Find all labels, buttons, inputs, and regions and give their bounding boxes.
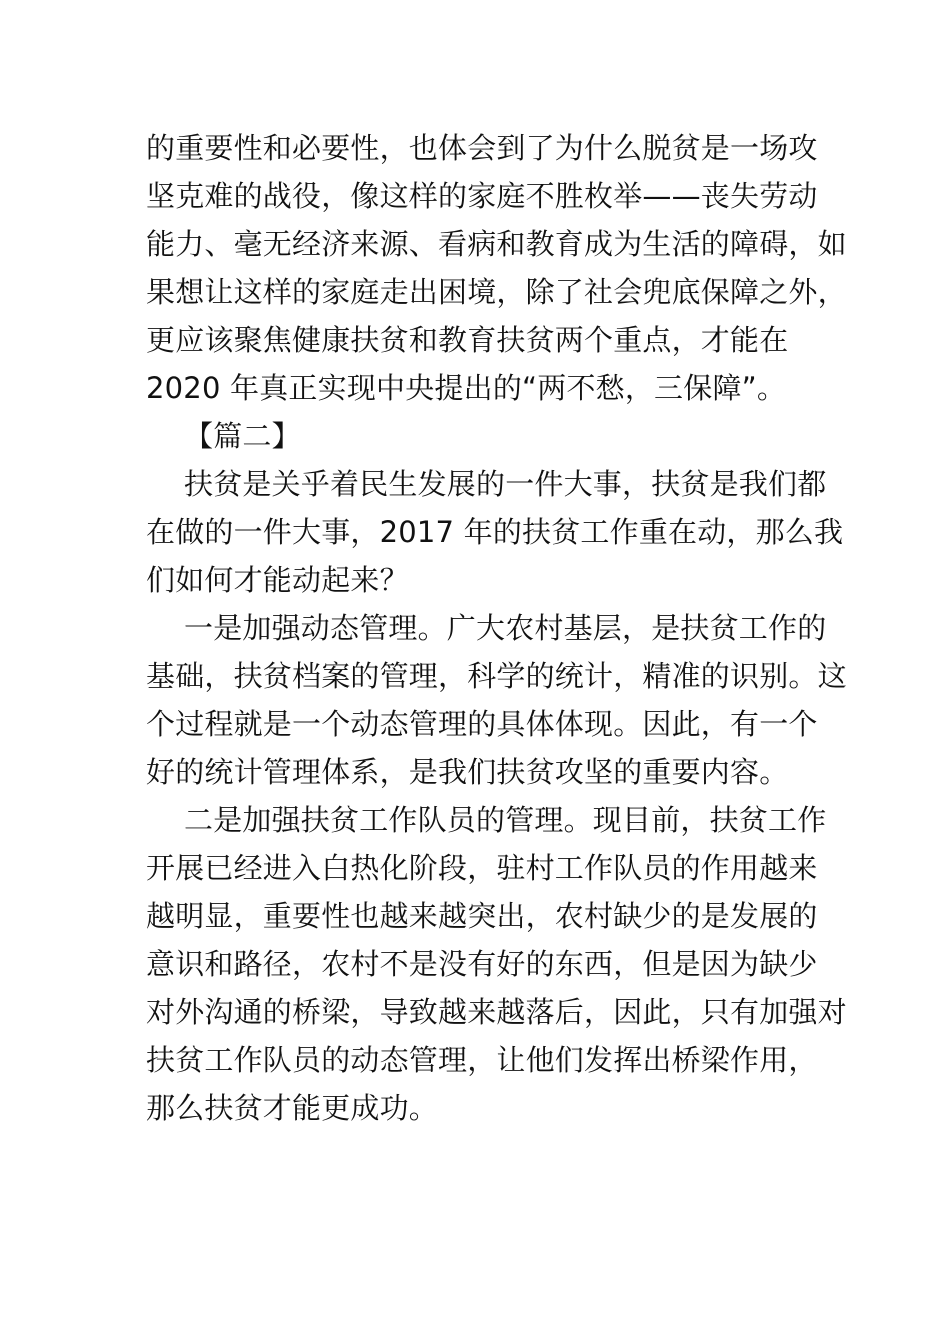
paragraph-4-line-2: 开展已经进入白热化阶段，驻村工作队员的作用越来: [146, 851, 818, 885]
document-body: [146, 124, 847, 1132]
paragraph-4: [146, 796, 847, 1132]
paragraph-4-line-4: 意识和路径，农村不是没有好的东西，但是因为缺少: [146, 947, 818, 981]
paragraph-1-line-2: 坚克难的战役，像这样的家庭不胜枚举——丧失劳动: [146, 179, 818, 213]
paragraph-4-line-1: 二是加强扶贫工作队员的管理。现目前，扶贫工作: [184, 803, 827, 837]
paragraph-3-line-3: 个过程就是一个动态管理的具体体现。因此，有一个: [146, 707, 818, 741]
paragraph-4-line-3: 越明显，重要性也越来越突出，农村缺少的是发展的: [146, 899, 818, 933]
paragraph-4-line-7: 那么扶贫才能更成功。: [146, 1091, 439, 1125]
paragraph-1: [146, 124, 847, 412]
paragraph-4-line-6: 扶贫工作队员的动态管理，让他们发挥出桥梁作用，: [146, 1043, 818, 1077]
paragraph-3: [146, 604, 847, 796]
paragraph-2: [146, 460, 844, 604]
paragraph-2-line-1: 扶贫是关乎着民生发展的一件大事，扶贫是我们都: [184, 467, 827, 501]
paragraph-1-line-3: 能力、毫无经济来源、看病和教育成为生活的障碍，如: [146, 227, 847, 261]
paragraph-1-line-4: 果想让这样的家庭走出困境，除了社会兜底保障之外，: [146, 275, 847, 309]
paragraph-1-line-6: 2020 年真正实现中央提出的“两不愁，三保障”。: [146, 371, 787, 405]
paragraph-2-line-2: 在做的一件大事，2017 年的扶贫工作重在动，那么我: [146, 515, 844, 549]
paragraph-2-line-3: 们如何才能动起来？: [146, 563, 409, 597]
paragraph-4-line-5: 对外沟通的桥梁，导致越来越落后，因此，只有加强对: [146, 995, 847, 1029]
section-heading: 【篇二】: [184, 419, 301, 453]
paragraph-3-line-4: 好的统计管理体系，是我们扶贫攻坚的重要内容。: [146, 755, 789, 789]
paragraph-1-line-5: 更应该聚焦健康扶贫和教育扶贫两个重点，才能在: [146, 323, 789, 357]
paragraph-3-line-1: 一是加强动态管理。广大农村基层，是扶贫工作的: [184, 611, 827, 645]
paragraph-1-line-1: 的重要性和必要性，也体会到了为什么脱贫是一场攻: [146, 131, 818, 165]
paragraph-3-line-2: 基础，扶贫档案的管理，科学的统计，精准的识别。这: [146, 659, 847, 693]
